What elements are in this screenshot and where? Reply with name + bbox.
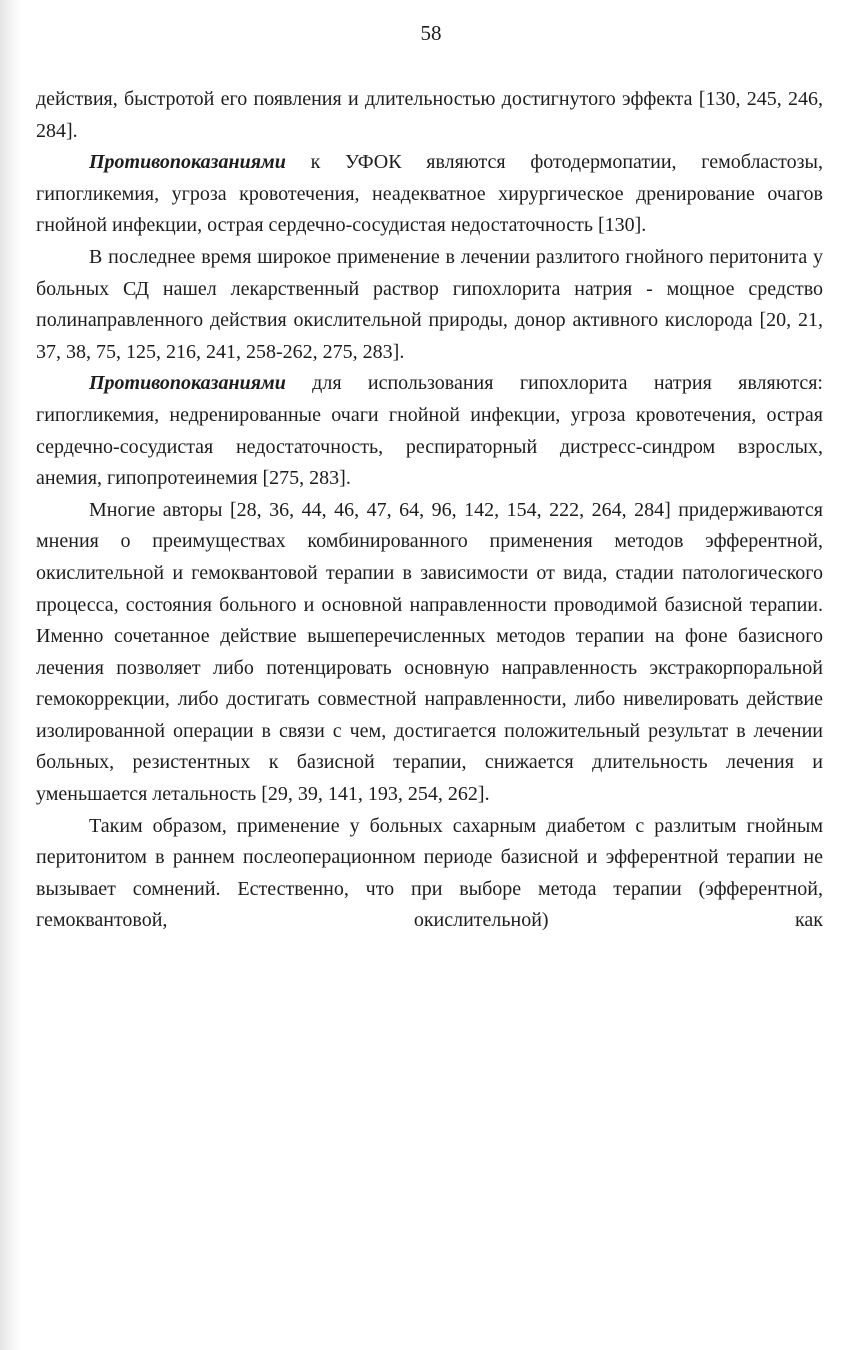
paragraph-text: Многие авторы [28, 36, 44, 46, 47, 64, 96, 142, 154, 222, 264, 284] придерживаются мнения о преимуществах комбинированного применения методов эфферентной, окислительной и гемоквантовой терапии в зависимости от вида, стадии патологического процесса, состояния больного и основной направленности проводимой базисной терапии. Именно сочетанное действие вышеперечисленных методов терапии на фоне базисного лечения позволяет либо потенцировать основную направленность экстракорпоральной гемокоррекции, либо достигать совместной направленности, либо нивелировать действие изолированной операции в связи с чем, достигается положительный результат в лечении больных, резистентных к базисной терапии, снижается длительность лечения и уменьшается летальность [29, 39, 141, 193, 254, 262]. bbox=[36, 498, 823, 806]
paragraph-text: к УФОК являются фотодермопатии, гемобластозы, гипогликемия, угроза кровотечения, неадекватное хирургическое дренирование очагов гнойной инфекции, острая сердечно-сосудистая недостаточность [130]. bbox=[36, 151, 823, 237]
paragraph-1 bbox=[36, 84, 823, 147]
paragraph-text: Таким образом, применение у больных сахарным диабетом с разлитым гнойным перитонитом в раннем послеоперационном периоде базисной и эфферентной терапии не вызывает сомнений. Естественно, что при выборе метода терапии (эфферентной, гемоквантовой, окислительной) как bbox=[36, 814, 823, 932]
scan-edge-shadow bbox=[0, 0, 22, 1350]
paragraph-text: действия, быстротой его появления и длительностью достигнутого эффекта [130, 245, 246, 284]. bbox=[36, 88, 823, 142]
paragraph-6 bbox=[36, 811, 823, 937]
paragraph-text: для использования гипохлорита натрия являются: гипогликемия, недренированные очаги гнойной инфекции, угроза кровотечения, острая сердечно-сосудистая недостаточность, респираторный дистресс-синдром взрослых, анемия, гипопротеинемия [275, 283]. bbox=[36, 372, 823, 490]
paragraph-lead: Противопоказаниями bbox=[89, 372, 286, 395]
page-number: 58 bbox=[420, 21, 442, 45]
paragraph-2 bbox=[36, 147, 823, 242]
paragraph-5 bbox=[36, 495, 823, 811]
paragraph-3 bbox=[36, 242, 823, 368]
paragraph-text: В последнее время широкое применение в лечении разлитого гнойного перитонита у больных СД нашел лекарственный раствор гипохлорита натрия - мощное средство полинаправленного действия окислительной природы, донор активного кислорода [20, 21, 37, 38, 75, 125, 216, 241, 258-262, 275, 283]. bbox=[36, 245, 823, 363]
paragraph-4 bbox=[36, 368, 823, 494]
paragraph-lead: Противопоказаниями bbox=[89, 151, 286, 174]
text-body bbox=[36, 84, 823, 937]
